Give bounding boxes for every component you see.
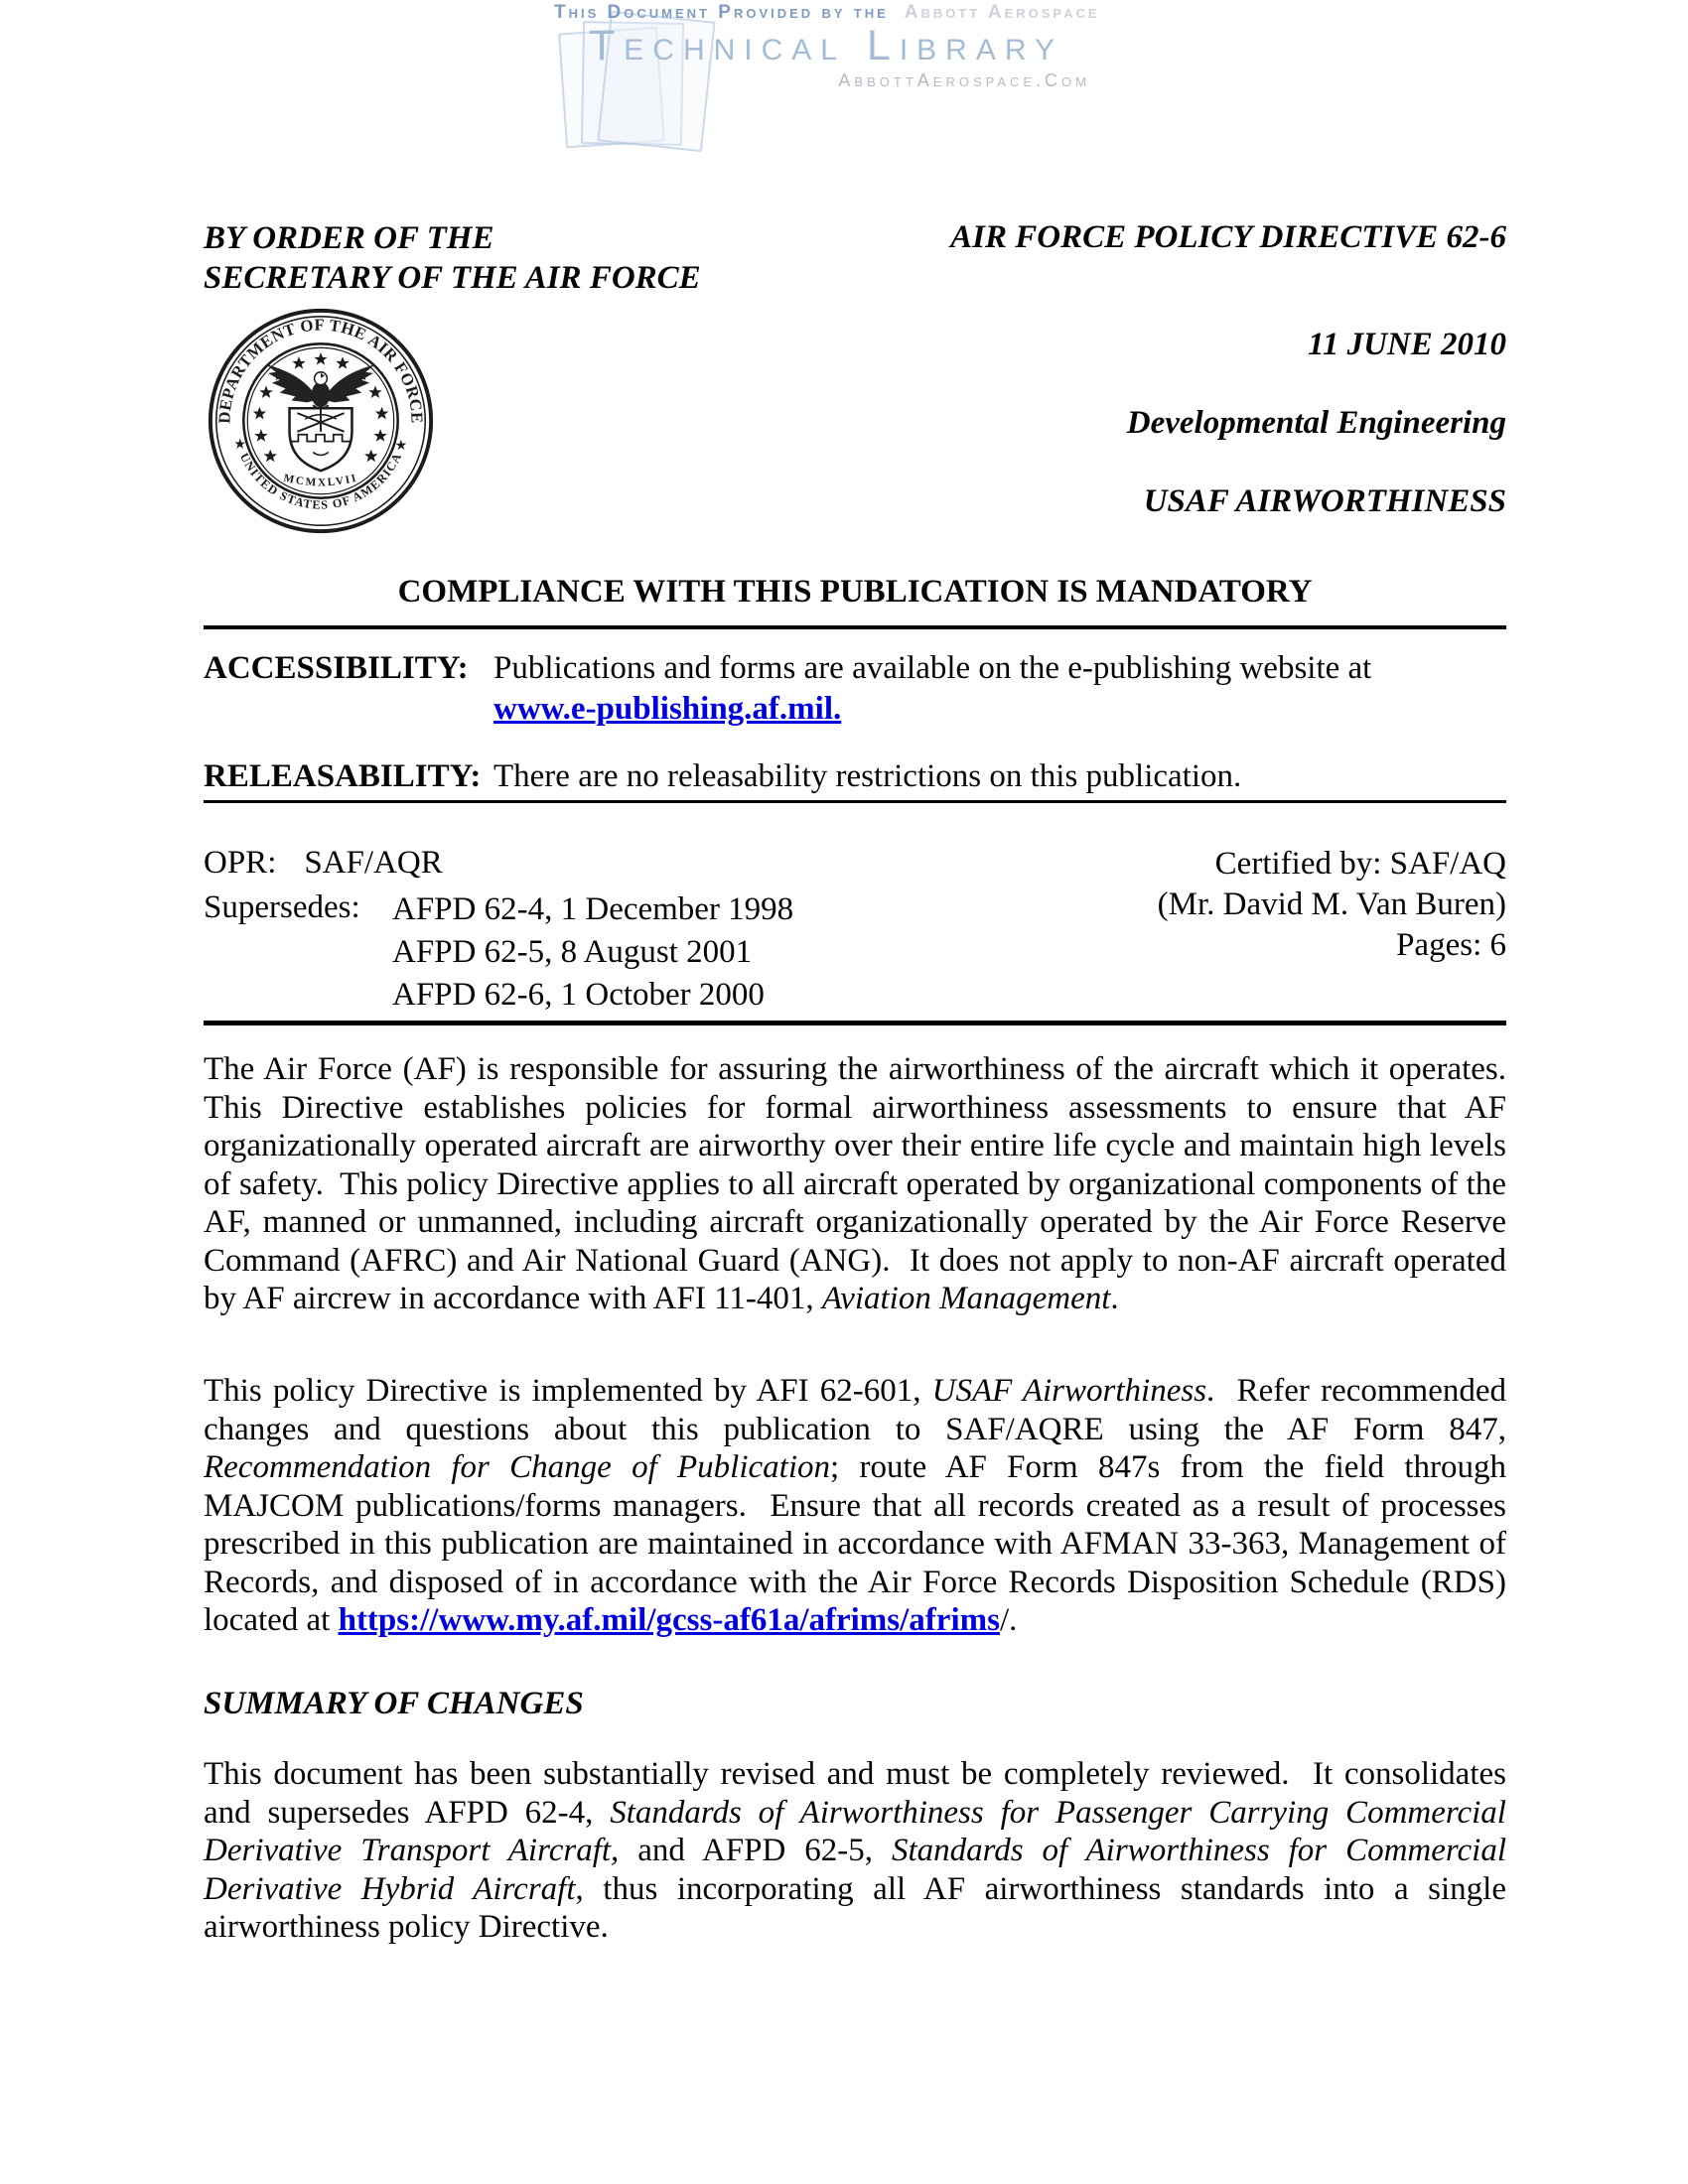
certified-name: (Mr. David M. Van Buren) bbox=[1157, 887, 1506, 922]
seal-bottom-text: ★ UNITED STATES OF AMERICA ★ bbox=[231, 437, 410, 512]
directive-title-block bbox=[791, 218, 1506, 520]
text-run: Recommendation for Change of Publication bbox=[204, 1449, 831, 1485]
directive-date: 11 JUNE 2010 bbox=[1308, 327, 1506, 362]
seal-year-text: MCMXLVII bbox=[282, 472, 359, 489]
text-run: This document has been substantially revised and must be completely reviewed. It consolidates and supersedes AFPD 62-4, bbox=[204, 1756, 1515, 1831]
horizontal-rule bbox=[204, 800, 1506, 803]
paragraph-summary bbox=[204, 1755, 1515, 1947]
seal-shield bbox=[290, 408, 352, 471]
text-run: This policy Directive is implemented by AFI 62-601, bbox=[204, 1373, 932, 1409]
text-run: . bbox=[1110, 1281, 1119, 1316]
paragraph-implementation bbox=[204, 1372, 1515, 1640]
supersedes-item: AFPD 62-6, 1 October 2000 bbox=[392, 977, 765, 1013]
text-run: Standards of Airworthiness for Passenger Carrying Commercial Derivative Transport Aircraft, bbox=[204, 1794, 1515, 1868]
horizontal-rule bbox=[204, 1021, 1506, 1025]
by-order-line1: BY ORDER OF THE bbox=[204, 220, 494, 256]
summary-of-changes-heading: SUMMARY OF CHANGES bbox=[204, 1686, 584, 1721]
text-run: . Refer recommended changes and questions about this publication to SAF/AQRE using the AF Form 847, bbox=[204, 1373, 1515, 1447]
directive-title: AIR FORCE POLICY DIRECTIVE 62-6 bbox=[950, 219, 1506, 255]
supersedes-label: Supersedes: bbox=[204, 889, 360, 925]
accessibility-section bbox=[204, 649, 1506, 728]
text-run: /. bbox=[999, 1602, 1018, 1638]
text-run: , thus incorporating all AF airworthiness standards into a single airworthiness policy Directive. bbox=[204, 1870, 1515, 1945]
by-order-heading bbox=[204, 218, 799, 298]
accessibility-statement: Publications and forms are available on the e-publishing website at bbox=[493, 650, 1372, 686]
watermark-library-title: Technical Library bbox=[589, 22, 1063, 69]
accessibility-text bbox=[493, 649, 1506, 728]
watermark-provided-by-text: This Document Provided by the bbox=[554, 2, 889, 23]
text-run: ; route AF Form 847s from the field through MAJCOM publications/forms managers. Ensure that all records created as a result of processes prescribed in this publication are maintained in accordance with AFMAN 33-363, Management of Records, and disposed of in accordance with the Air Force Records Disposition Schedule (RDS) located at bbox=[204, 1449, 1515, 1638]
opr-value: SAF/AQR bbox=[304, 845, 443, 881]
supersedes-item: AFPD 62-5, 8 August 2001 bbox=[392, 934, 753, 970]
releasability-statement: There are no releasability restrictions on this publication. bbox=[493, 758, 1242, 794]
publication-info-block bbox=[204, 844, 1506, 1017]
seal-eagle bbox=[266, 364, 375, 410]
certified-by: Certified by: SAF/AQ bbox=[1214, 846, 1506, 882]
text-run: The Air Force (AF) is responsible for assuring the airworthiness of the aircraft which it operates. This Directive establishes policies for formal airworthiness assessments to ensure that AF organizationally operated aircraft are airworthy over their entire life cycle and maintain high levels of safety. This policy Directive applies to all aircraft operated by organizational components of the AF, manned or unmanned, including aircraft organizationally operated by the Air Force Reserve Command (AFRC) and Air National Guard (ANG). It does not apply to non-AF aircraft operated by AF aircrew in accordance with AFI 11-401, bbox=[204, 1051, 1523, 1316]
text-run: and AFPD 62-5, bbox=[619, 1833, 892, 1868]
air-force-seal bbox=[204, 304, 438, 538]
opr-label: OPR: bbox=[204, 845, 277, 881]
e-publishing-link[interactable]: www.e-publishing.af.mil. bbox=[493, 691, 842, 727]
watermark-site-text: AbbottAerospace.Com bbox=[838, 70, 1090, 90]
seal-top-text: DEPARTMENT OF THE AIR FORCE bbox=[214, 315, 427, 425]
directive-subject: USAF AIRWORTHINESS bbox=[1143, 483, 1506, 519]
watermark-provided-by-line bbox=[554, 2, 1098, 24]
text-run: Standards of Airworthiness for Commercial Derivative Hybrid Aircraft bbox=[204, 1833, 1515, 1907]
text-run: Aviation Management bbox=[821, 1281, 1111, 1316]
directive-category: Developmental Engineering bbox=[1126, 405, 1506, 441]
afrims-hyperlink[interactable]: https://www.my.af.mil/gcss-af61a/afrims/afrims bbox=[338, 1602, 1000, 1638]
releasability-section bbox=[204, 757, 1506, 795]
by-order-line2: SECRETARY OF THE AIR FORCE bbox=[204, 260, 701, 296]
releasability-label: RELEASABILITY: bbox=[204, 758, 482, 794]
compliance-heading: COMPLIANCE WITH THIS PUBLICATION IS MANDATORY bbox=[397, 574, 1313, 610]
horizontal-rule bbox=[204, 625, 1506, 629]
supersedes-item: AFPD 62-4, 1 December 1998 bbox=[392, 891, 794, 927]
accessibility-label: ACCESSIBILITY: bbox=[204, 650, 469, 686]
pages-count: Pages: 6 bbox=[1396, 927, 1506, 963]
certification-block bbox=[1158, 844, 1506, 966]
abbott-watermark-header bbox=[554, 2, 1098, 91]
supersedes-list bbox=[392, 888, 793, 1017]
paragraph-overview bbox=[204, 1050, 1523, 1318]
watermark-brand-text: Abbott Aerospace bbox=[904, 2, 1100, 23]
text-run: USAF Airworthiness bbox=[931, 1373, 1207, 1409]
